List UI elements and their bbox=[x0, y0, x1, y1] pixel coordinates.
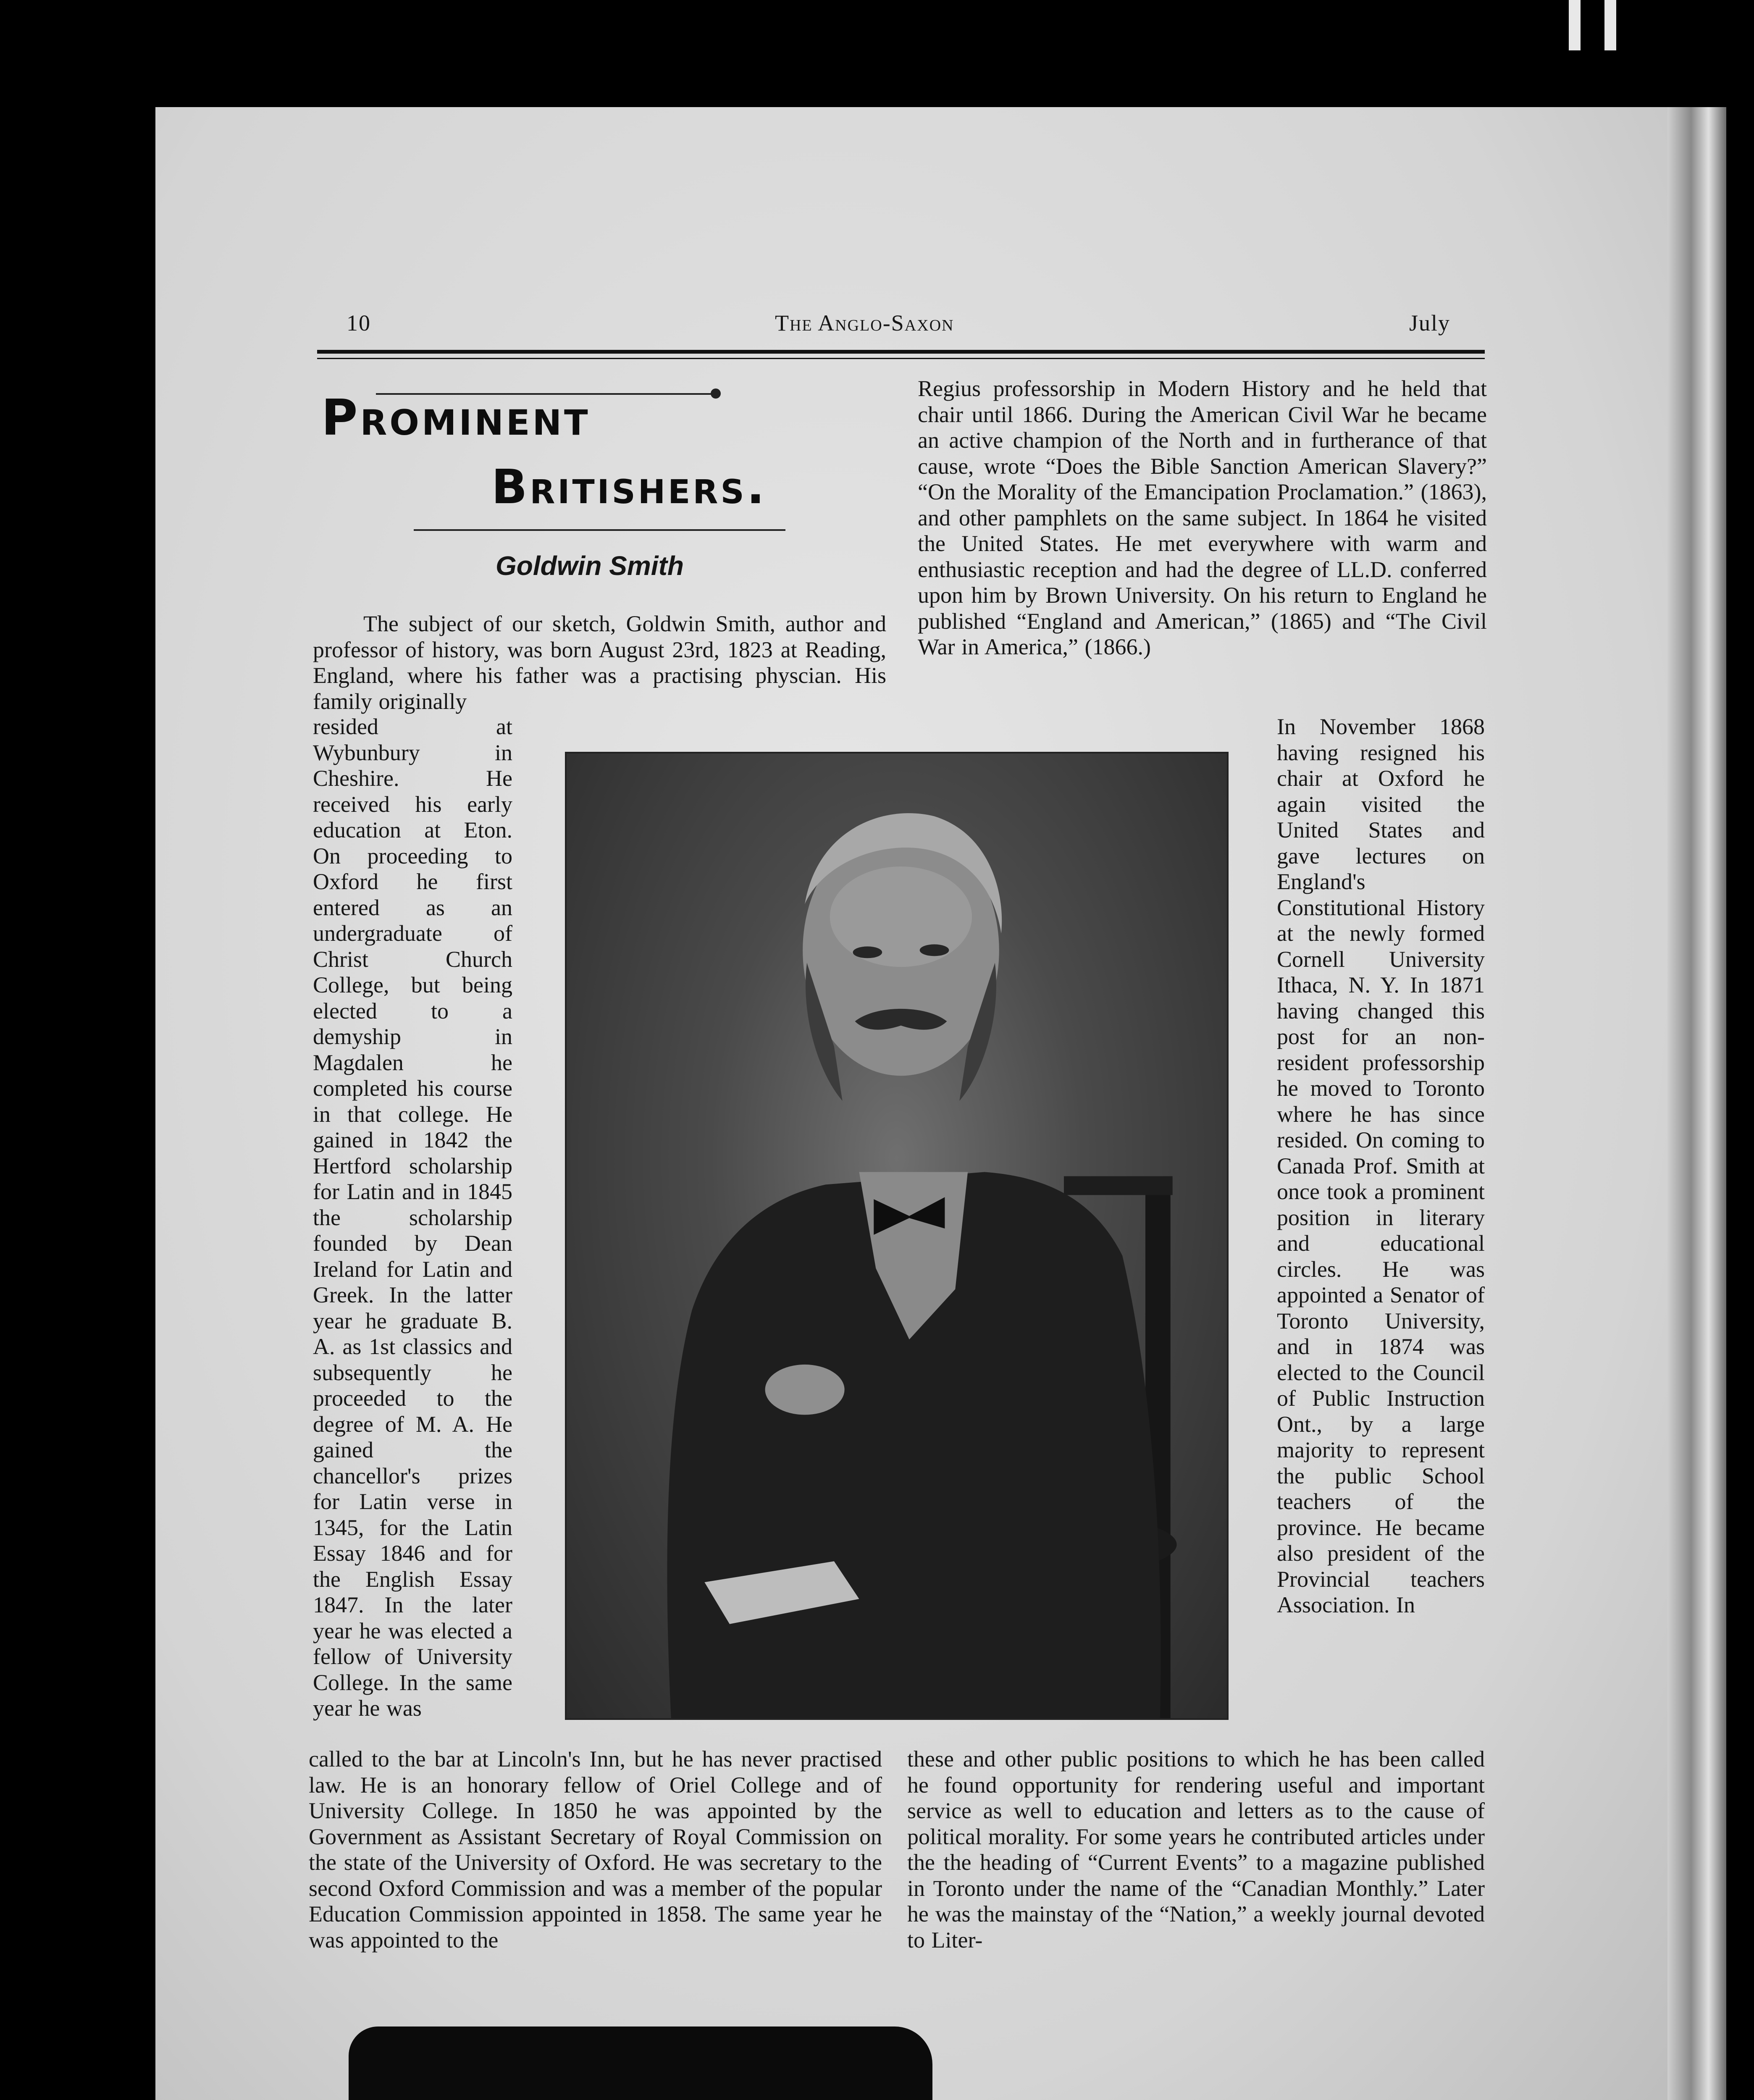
paragraph: In November 1868 having resigned his chair at Oxford he again visited the United States and gave lectures on England's Constitutional History at the newly formed Cornell University Ithaca, N. Y. In 1871 having changed this post for an non-resident professorship he moved to Toronto where he has since resided. On coming to Canada Prof. Smith at once took a prominent position in literary and educational circles. He was appointed a Senator of Toronto University, and in 1874 was elected to the Council of Public Instruction Ont., by a large majority to represent the public School teachers of the province. He became also president of the Provincial teachers Association. In bbox=[1277, 714, 1485, 1617]
column-2-top bbox=[918, 376, 1487, 660]
film-frame-mark bbox=[1604, 0, 1616, 50]
journal-title: The Anglo-Saxon bbox=[775, 310, 954, 336]
paragraph: The subject of our sketch, Goldwin Smith, author and professor of history, was born August 23rd, 1823 at Reading, England, where his father was a practising physcian. His family originally bbox=[313, 611, 886, 714]
paragraph: Regius professorship in Modern History and he held that chair until 1866. During the American Civil War he became an active champion of the North and in furtherance of that cause, wrote “Does the Bible Sanction American Slavery?” “On the Morality of the Emancipation Proclamation.” (1863), and other pamphlets on the same subject. In 1864 he visited the United States. He met everywhere with warm and enthusiastic reception and had the degree of LL.D. conferred upon him by Brown University. On his return to England he published “England and American,” (1865) and “The Civil War in America,” (1866.) bbox=[918, 376, 1487, 659]
headline-line1: Prominent bbox=[321, 388, 591, 446]
film-frame-mark bbox=[1569, 0, 1581, 50]
paragraph: called to the bar at Lincoln's Inn, but he has never practised law. He is an honorary fellow of Oriel College and of University College. In 1850 he was appointed by the Government as Assistant Secretary of Royal Commission on the state of the University of Oxford. He was secretary to the second Oxford Commission and was a member of the popular Education Commission appointed in 1858. The same year he was appointed to the bbox=[309, 1746, 882, 1953]
page-number: 10 bbox=[347, 310, 371, 336]
headline-underline bbox=[414, 529, 785, 531]
paragraph: these and other public positions to which he has been called he found opportunity for rendering useful and important service as well to education and letters as to the cause of political morality. For some years he contributed articles under the the heading of “Current Events” to a magazine published in Toronto under the name of the “Canadian Monthly.” Later he was the mainstay of the “Nation,” a weekly journal devoted to Liter- bbox=[907, 1746, 1485, 1953]
header-rule-thin bbox=[317, 358, 1485, 359]
issue-month: July bbox=[1409, 310, 1451, 336]
headline-line2: Britishers. bbox=[491, 460, 767, 514]
page-binding-edge bbox=[1667, 107, 1726, 2100]
subject-name: Goldwin Smith bbox=[496, 551, 684, 581]
header-rule bbox=[317, 350, 1485, 354]
column-1-intro bbox=[313, 611, 886, 714]
paragraph: resided at Wybunbury in Cheshire. He received his early education at Eton. On proceeding to Oxford he first entered as an undergraduate of Christ Church College, but being elected to a demyship in Magdalen he completed his course in that college. He gained in 1842 the Hertford scholarship for Latin and in 1845 the scholarship founded by Dean Ireland for Latin and Greek. In the latter year he graduate B. A. as 1st classics and subsequently he proceeded to the degree of M. A. He gained the chancellor's prizes for Latin verse in 1345, for the Latin Essay 1846 and for the English Essay 1847. In the later year he was elected a fellow of University College. In the same year he was bbox=[313, 714, 512, 1721]
portrait-photo bbox=[565, 752, 1229, 1720]
column-1-narrow bbox=[313, 714, 512, 1722]
scan-shadow bbox=[349, 2026, 932, 2100]
column-1-bottom bbox=[309, 1746, 882, 1953]
column-2-narrow bbox=[1277, 714, 1485, 1618]
column-2-bottom bbox=[907, 1746, 1485, 1953]
headline-ornament-dot bbox=[711, 388, 721, 399]
